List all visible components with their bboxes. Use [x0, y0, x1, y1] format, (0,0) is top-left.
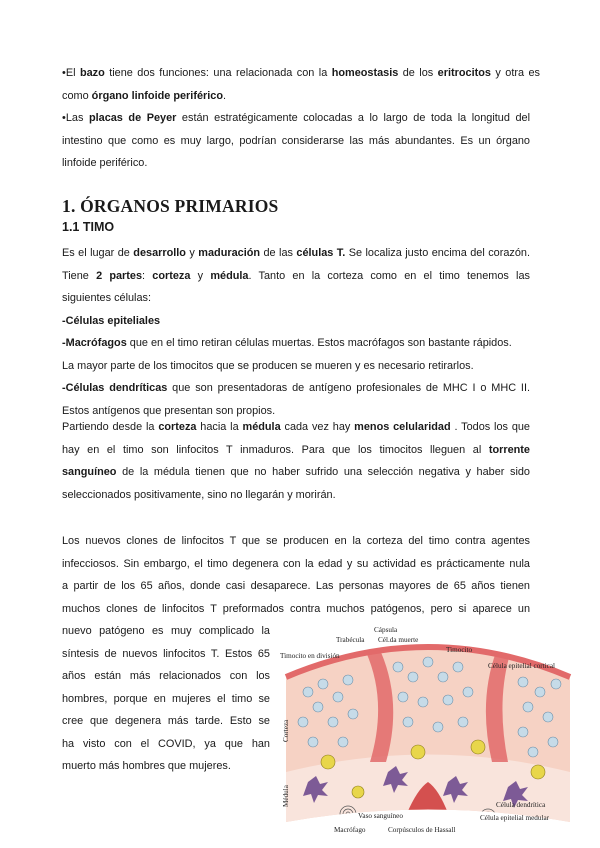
timo-p3-line-2: infecciosos. Sin embargo, el timo degenera con la edad y su actividad es prácticamente nula [62, 557, 530, 570]
label-timocito: Timocito [446, 646, 473, 654]
timo-p3-line-6: síntesis de nuevos linfocitos T. Estos 65 [62, 647, 270, 660]
label-capsula: Cápsula [374, 626, 398, 634]
bazo-line-1: •El bazo tiene dos funciones: una relacionada con la homeostasis de los eritrocitos y otra es [62, 67, 540, 79]
timo-p3-line-3: a partir de los 65 años, donde casi desaparece. Las personas mayores de 65 años tienen [62, 580, 530, 592]
timo-p1-line-2: Tiene 2 partes: corteza y médula. Tanto en la corteza como en el timo tenemos las [62, 269, 530, 282]
thymus-illustration [278, 622, 574, 842]
label-epitelial-medular: Célula epitelial medular [480, 814, 550, 822]
timo-p2-line-3: sanguíneo de la médula tienen que no haber sufrido una selección negativa y haber sido [62, 466, 530, 478]
timo-p3-line-8: hombres, porque en mujeres el timo se [62, 692, 270, 705]
label-epitelial-cortical: Célula epitelial cortical [488, 662, 556, 670]
label-hassall: Corpúsculos de Hassall [388, 826, 456, 834]
timo-paragraph-3-wrap [62, 620, 270, 778]
timo-p3-line-4: muchos clones de linfocitos T preformados contra muchos patógenos, pero si aparece un [62, 602, 530, 615]
timo-p3-line-7: años están más relacionados con los [62, 670, 270, 682]
section-title: 1. ÓRGANOS PRIMARIOS [62, 196, 279, 216]
timo-paragraph-1 [62, 242, 530, 422]
timo-paragraph-2 [62, 416, 530, 506]
timo-paragraph-3 [62, 530, 530, 620]
label-medula: Médula [282, 785, 290, 807]
timo-p1-line-3: siguientes células: [62, 292, 151, 304]
macrofagos-line-1: -Macrófagos que en el timo retiran células muertas. Estos macrófagos son bastante rápidos. [62, 337, 512, 349]
label-macrofago: Macrófago [334, 826, 366, 834]
timo-p3-line-9: cree que degenera más tarde. Esto se [62, 715, 270, 727]
peyer-line-2: intestino que como es muy largo, podrían considerarse las más abundantes. Es un órgano [62, 134, 530, 147]
label-corteza: Corteza [282, 719, 290, 742]
label-vaso: Vaso sanguíneo [358, 812, 403, 820]
dendriticas-line-1: -Células dendríticas que son presentadoras de antígeno profesionales de MHC I o MHC II. [62, 382, 531, 394]
peyer-paragraph [62, 107, 530, 175]
bazo-line-2: como órgano linfoide periférico. [62, 89, 227, 102]
dendriticas-line-2: Estos antígenos que presentan son propios. [62, 404, 276, 417]
peyer-line-3: linfoide periférico. [62, 157, 148, 169]
bazo-paragraph [62, 62, 540, 107]
timo-p2-line-2: hay en el timo son linfocitos T inmaduros. Para que los timocitos lleguen al torrente [62, 443, 530, 456]
timo-p3-line-1: Los nuevos clones de linfocitos T que se producen en la corteza del timo contra agentes [62, 535, 530, 547]
timo-p2-line-1: Partiendo desde la corteza hacia la médula cada vez hay menos celularidad . Todos los que [62, 421, 530, 433]
label-trabecula: Trabécula [336, 636, 365, 644]
macrofagos-line-2: La mayor parte de los timocitos que se producen se mueren y es necesario retirarlos. [62, 359, 474, 372]
section-subtitle: 1.1 TIMO [62, 220, 115, 234]
peyer-line-1: •Las placas de Peyer están estratégicamente colocadas a lo largo de toda la longitud del [62, 112, 530, 124]
timo-p1-line-1: Es el lugar de desarrollo y maduración de las células T. Se localiza justo encima del corazón. [62, 247, 530, 259]
timo-p3-line-11: muerto más hombres que mujeres. [62, 760, 231, 772]
timo-p2-line-4: seleccionados positivamente, sino no llegarán y morirán. [62, 488, 336, 501]
timo-p3-line-10: ha visto con el COVID, ya que han [62, 737, 270, 750]
label-cel-muerta: Cél.da muerte [378, 636, 419, 644]
timo-p3-line-5: nuevo patógeno es muy complicado la [62, 625, 270, 637]
epiteliales-line: -Células epiteliales [62, 314, 161, 327]
label-timocito-division: Timocito en división [280, 652, 340, 660]
label-dendritica: Célula dendrítica [496, 801, 546, 809]
